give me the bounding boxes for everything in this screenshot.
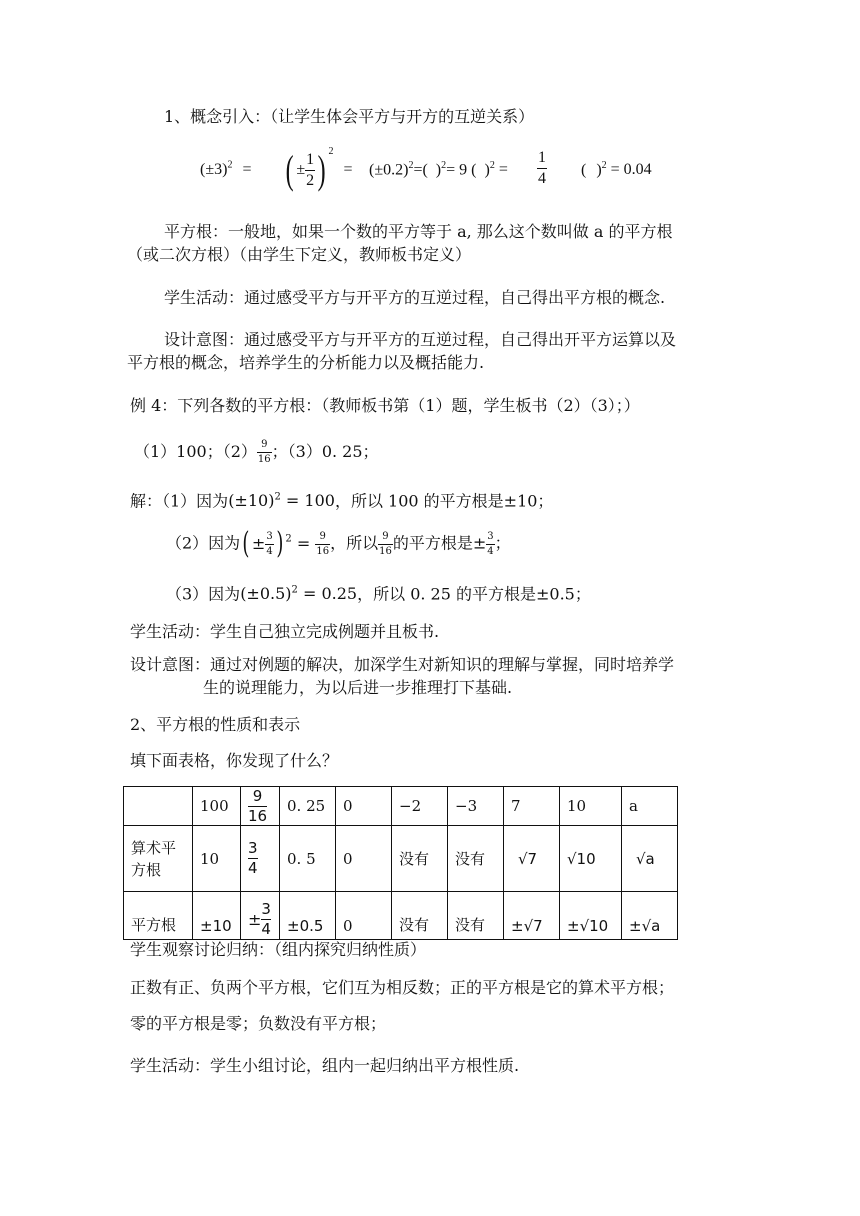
- intent-1-line2: 平方根的概念，培养学生的分析能力以及概括能力.: [127, 353, 485, 372]
- table-cell-frac: $\frac{9}{16}$: [241, 787, 280, 826]
- table-cell: 没有: [448, 892, 504, 940]
- intent-2-line2: 生的说理能力，为以后进一步推理打下基础.: [203, 678, 513, 697]
- table-cell: √a: [622, 826, 678, 892]
- table-cell-frac: $\frac{3}{4}$: [241, 826, 280, 892]
- table-cell: ±√10: [560, 892, 622, 940]
- table-cell: 0: [336, 787, 392, 826]
- intent-1-line1: 设计意图：通过感受平方与开平方的互逆过程，自己得出开平方运算以及: [164, 330, 677, 349]
- square-root-table: [123, 786, 678, 940]
- table-cell: 7: [504, 787, 560, 826]
- table-cell: ±10: [193, 892, 241, 940]
- table-cell: 没有: [392, 826, 448, 892]
- concept-expressions: $(\pm 3)^2$ =: [200, 160, 252, 179]
- expr-pm-half: ( ± $\frac{1}{2}$ ) $^2$ =: [285, 146, 353, 192]
- table-cell: ±0.5: [280, 892, 336, 940]
- table-row-numbers: [124, 787, 678, 826]
- table-cell: √10: [560, 826, 622, 892]
- activity-3: 学生活动：学生小组讨论，组内一起归纳出平方根性质.: [130, 1056, 520, 1075]
- solution-3: （3）因为$(\pm 0.5)^2 = 0.25$，所以 0. 25 的平方根是±0.5；: [166, 584, 591, 604]
- property-line1: 正数有正、负两个平方根，它们互为相反数；正的平方根是它的算术平方根；: [130, 978, 675, 997]
- table-cell: 0: [336, 826, 392, 892]
- solution-2: （2）因为( ± $\frac{3}{4}$ ) $^2$ = $\frac{9}{16}$ ，所以 $\frac{9}{16}$ 的平方根是± $\frac{3}{4}$ ；: [166, 526, 511, 561]
- table-cell: 没有: [448, 826, 504, 892]
- expr-quarter: $\frac{1}{4}$: [538, 149, 546, 187]
- definition-line1: 平方根：一般地，如果一个数的平方等于 a, 那么这个数叫做 a 的平方根: [164, 222, 673, 241]
- table-cell-frac: ± $\frac{3}{4}$: [241, 892, 280, 940]
- table-cell: 0. 5: [280, 826, 336, 892]
- table-cell: −2: [392, 787, 448, 826]
- table-cell: 10: [193, 826, 241, 892]
- table-cell: 0. 25: [280, 787, 336, 826]
- table-cell: 100: [193, 787, 241, 826]
- expr-pm3: $(\pm 3)^2$: [200, 160, 233, 179]
- table-cell: a: [622, 787, 678, 826]
- table-cell: ±√7: [504, 892, 560, 940]
- expr-004: ( )$^2$ = 0.04: [581, 160, 652, 179]
- table-row-square-root: [124, 892, 678, 940]
- table-cell: 10: [560, 787, 622, 826]
- activity-1: 学生活动：通过感受平方与开平方的互逆过程，自己得出平方根的概念.: [164, 288, 666, 307]
- table-cell: 0: [336, 892, 392, 940]
- row-label-square-root: 平方根: [124, 892, 193, 940]
- section2-prompt: 填下面表格，你发现了什么？: [130, 751, 339, 770]
- row-label-arithmetic-root: 算术平 方根: [124, 826, 193, 892]
- property-line2: 零的平方根是零；负数没有平方根；: [130, 1014, 387, 1033]
- example4-items: （1）100；（2） $\frac{9}{16}$ ；（3）0. 25；: [134, 439, 379, 465]
- expr-pm-02: $(\pm 0.2)^2=$( )$^2$= 9 ( )$^2$ =: [369, 160, 508, 179]
- activity-2: 学生活动：学生自己独立完成例题并且板书.: [130, 622, 440, 641]
- example4-title: 例 4：下列各数的平方根：（教师板书第（1）题，学生板书（2）（3）；）: [130, 396, 640, 415]
- section1-heading: 1、概念引入：（让学生体会平方与开方的互逆关系）: [164, 107, 535, 126]
- section2-heading: 2、平方根的性质和表示: [130, 715, 301, 734]
- table-cell: 没有: [392, 892, 448, 940]
- solution-1: 解：（1）因为$(\pm 10)^2 = 100$，所以 100 的平方根是±10；: [130, 491, 554, 511]
- observe-line: 学生观察讨论归纳：（组内探究归纳性质）: [130, 940, 427, 959]
- intent-2-line1: 设计意图：通过对例题的解决，加深学生对新知识的理解与掌握，同时培养学: [130, 655, 675, 674]
- table-cell: √7: [504, 826, 560, 892]
- table-cell: [124, 787, 193, 826]
- table-cell: −3: [448, 787, 504, 826]
- table-cell: ±√a: [622, 892, 678, 940]
- definition-line2: （或二次方根）（由学生下定义，教师板书定义）: [127, 245, 472, 264]
- table-row-arithmetic-root: [124, 826, 678, 892]
